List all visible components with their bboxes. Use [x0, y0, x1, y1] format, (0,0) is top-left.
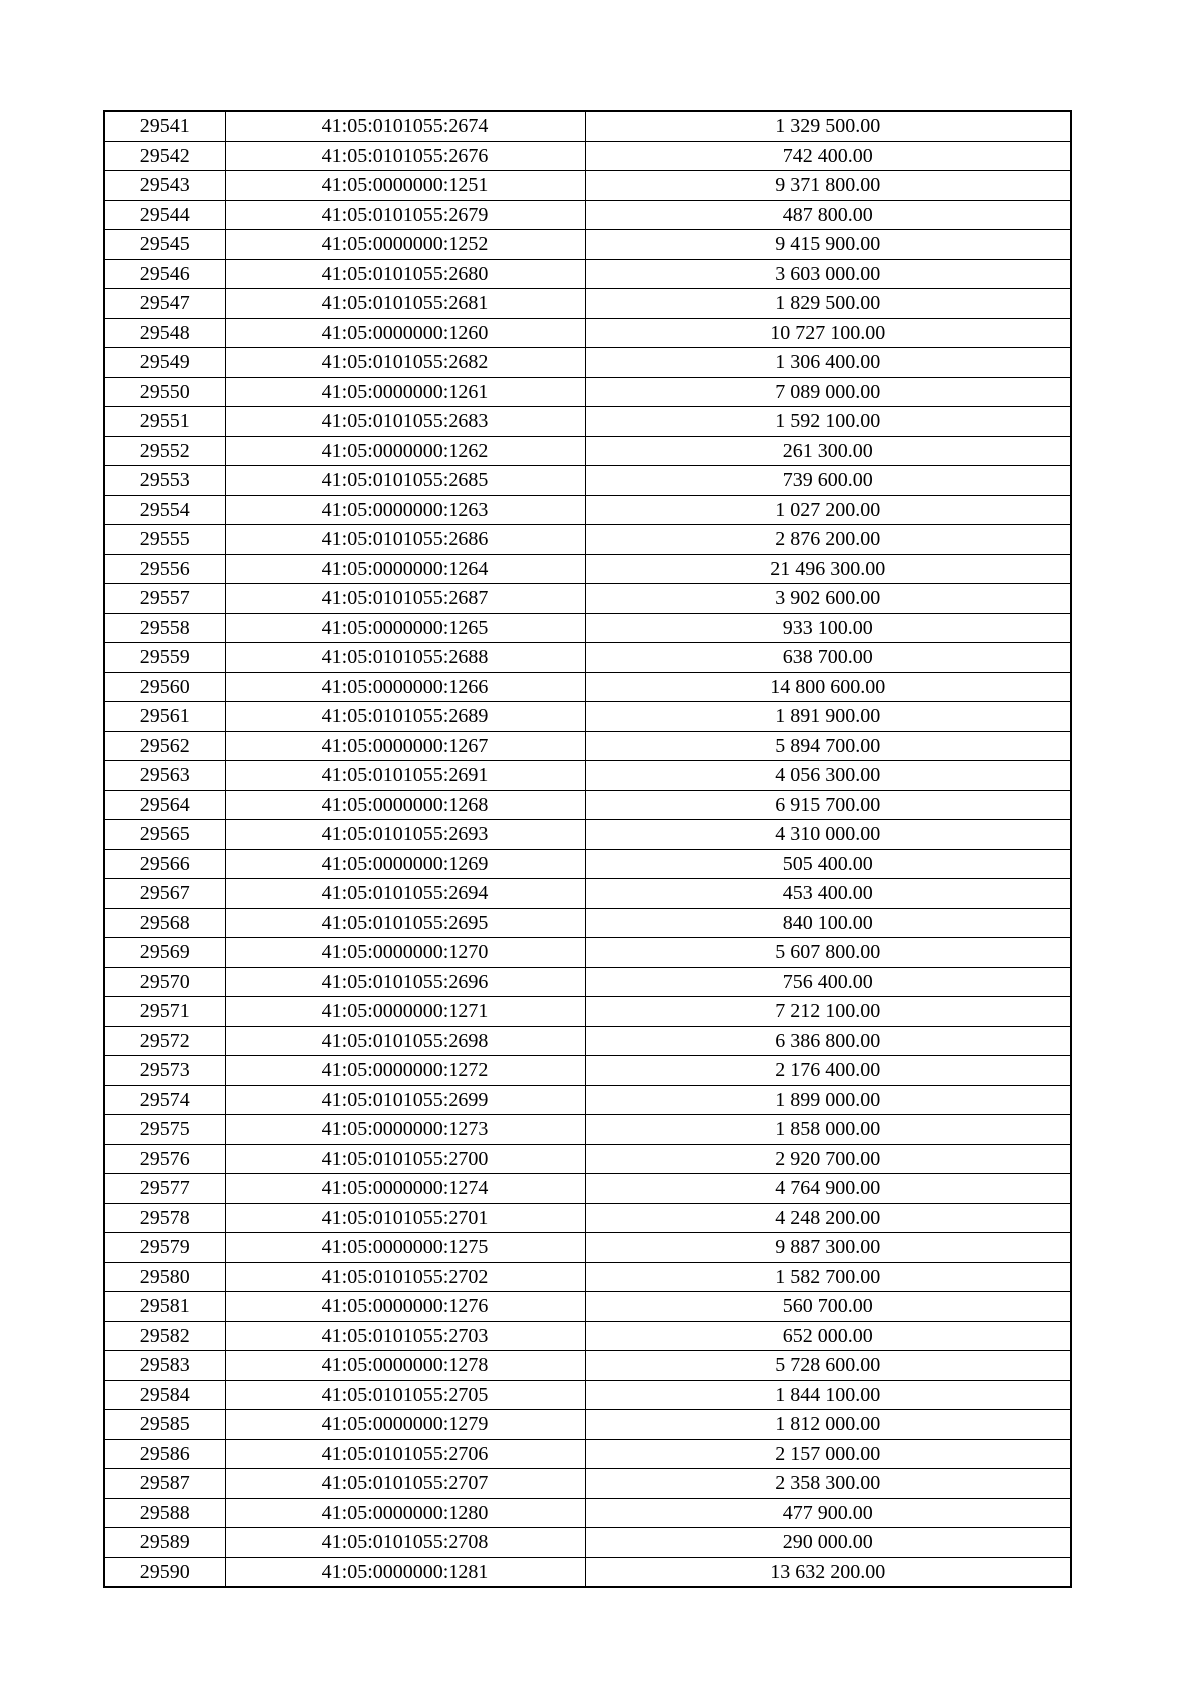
value-cell: 9 887 300.00 [585, 1233, 1071, 1263]
value-cell: 1 844 100.00 [585, 1380, 1071, 1410]
value-cell: 1 306 400.00 [585, 348, 1071, 378]
cadastral-number-cell: 41:05:0101055:2680 [225, 259, 585, 289]
row-number-cell: 29571 [104, 997, 225, 1027]
row-number-cell: 29574 [104, 1085, 225, 1115]
table-row [104, 318, 1071, 348]
table-row [104, 348, 1071, 378]
row-number-cell: 29554 [104, 495, 225, 525]
value-cell: 4 248 200.00 [585, 1203, 1071, 1233]
table-row [104, 997, 1071, 1027]
table-row [104, 436, 1071, 466]
cadastral-number-cell: 41:05:0101055:2708 [225, 1528, 585, 1558]
value-cell: 9 415 900.00 [585, 230, 1071, 260]
row-number-cell: 29572 [104, 1026, 225, 1056]
value-cell: 1 582 700.00 [585, 1262, 1071, 1292]
table-row [104, 1410, 1071, 1440]
row-number-cell: 29565 [104, 820, 225, 850]
row-number-cell: 29589 [104, 1528, 225, 1558]
cadastral-number-cell: 41:05:0101055:2682 [225, 348, 585, 378]
row-number-cell: 29562 [104, 731, 225, 761]
table-row [104, 643, 1071, 673]
table-row [104, 377, 1071, 407]
value-cell: 5 894 700.00 [585, 731, 1071, 761]
cadastral-number-cell: 41:05:0101055:2685 [225, 466, 585, 496]
row-number-cell: 29578 [104, 1203, 225, 1233]
table-body [104, 111, 1071, 1587]
value-cell: 1 592 100.00 [585, 407, 1071, 437]
row-number-cell: 29543 [104, 171, 225, 201]
table-row [104, 111, 1071, 141]
cadastral-number-cell: 41:05:0101055:2703 [225, 1321, 585, 1351]
row-number-cell: 29561 [104, 702, 225, 732]
value-cell: 739 600.00 [585, 466, 1071, 496]
value-cell: 1 899 000.00 [585, 1085, 1071, 1115]
value-cell: 2 876 200.00 [585, 525, 1071, 555]
table-row [104, 1351, 1071, 1381]
cadastral-number-cell: 41:05:0000000:1275 [225, 1233, 585, 1263]
value-cell: 840 100.00 [585, 908, 1071, 938]
cadastral-number-cell: 41:05:0101055:2683 [225, 407, 585, 437]
row-number-cell: 29577 [104, 1174, 225, 1204]
value-cell: 7 089 000.00 [585, 377, 1071, 407]
table-row [104, 1292, 1071, 1322]
cadastral-number-cell: 41:05:0000000:1264 [225, 554, 585, 584]
table-row [104, 554, 1071, 584]
cadastral-number-cell: 41:05:0000000:1266 [225, 672, 585, 702]
value-cell: 261 300.00 [585, 436, 1071, 466]
value-cell: 4 056 300.00 [585, 761, 1071, 791]
row-number-cell: 29567 [104, 879, 225, 909]
value-cell: 5 728 600.00 [585, 1351, 1071, 1381]
cadastral-number-cell: 41:05:0000000:1272 [225, 1056, 585, 1086]
row-number-cell: 29555 [104, 525, 225, 555]
cadastral-number-cell: 41:05:0101055:2691 [225, 761, 585, 791]
row-number-cell: 29546 [104, 259, 225, 289]
row-number-cell: 29579 [104, 1233, 225, 1263]
table-row [104, 613, 1071, 643]
row-number-cell: 29585 [104, 1410, 225, 1440]
row-number-cell: 29582 [104, 1321, 225, 1351]
cadastral-number-cell: 41:05:0101055:2681 [225, 289, 585, 319]
table-row [104, 938, 1071, 968]
value-cell: 477 900.00 [585, 1498, 1071, 1528]
value-cell: 7 212 100.00 [585, 997, 1071, 1027]
value-cell: 2 176 400.00 [585, 1056, 1071, 1086]
cadastral-number-cell: 41:05:0000000:1262 [225, 436, 585, 466]
data-table [103, 110, 1072, 1588]
cadastral-number-cell: 41:05:0000000:1274 [225, 1174, 585, 1204]
value-cell: 487 800.00 [585, 200, 1071, 230]
row-number-cell: 29573 [104, 1056, 225, 1086]
value-cell: 2 157 000.00 [585, 1439, 1071, 1469]
value-cell: 1 329 500.00 [585, 111, 1071, 141]
value-cell: 742 400.00 [585, 141, 1071, 171]
value-cell: 5 607 800.00 [585, 938, 1071, 968]
cadastral-number-cell: 41:05:0000000:1260 [225, 318, 585, 348]
cadastral-number-cell: 41:05:0101055:2688 [225, 643, 585, 673]
cadastral-number-cell: 41:05:0000000:1276 [225, 1292, 585, 1322]
table-row [104, 1056, 1071, 1086]
row-number-cell: 29559 [104, 643, 225, 673]
table-row [104, 731, 1071, 761]
table-row [104, 141, 1071, 171]
table-row [104, 1233, 1071, 1263]
cadastral-number-cell: 41:05:0101055:2699 [225, 1085, 585, 1115]
table-row [104, 1262, 1071, 1292]
row-number-cell: 29590 [104, 1557, 225, 1587]
table-row [104, 1380, 1071, 1410]
cadastral-number-cell: 41:05:0101055:2705 [225, 1380, 585, 1410]
row-number-cell: 29580 [104, 1262, 225, 1292]
cadastral-number-cell: 41:05:0000000:1265 [225, 613, 585, 643]
row-number-cell: 29541 [104, 111, 225, 141]
row-number-cell: 29586 [104, 1439, 225, 1469]
row-number-cell: 29575 [104, 1115, 225, 1145]
row-number-cell: 29557 [104, 584, 225, 614]
cadastral-number-cell: 41:05:0101055:2694 [225, 879, 585, 909]
cadastral-number-cell: 41:05:0000000:1269 [225, 849, 585, 879]
table-row [104, 525, 1071, 555]
table-row [104, 1528, 1071, 1558]
cadastral-number-cell: 41:05:0101055:2700 [225, 1144, 585, 1174]
row-number-cell: 29566 [104, 849, 225, 879]
row-number-cell: 29568 [104, 908, 225, 938]
cadastral-number-cell: 41:05:0000000:1263 [225, 495, 585, 525]
table-row [104, 1498, 1071, 1528]
row-number-cell: 29544 [104, 200, 225, 230]
value-cell: 1 891 900.00 [585, 702, 1071, 732]
value-cell: 560 700.00 [585, 1292, 1071, 1322]
value-cell: 652 000.00 [585, 1321, 1071, 1351]
value-cell: 1 829 500.00 [585, 289, 1071, 319]
value-cell: 13 632 200.00 [585, 1557, 1071, 1587]
cadastral-number-cell: 41:05:0000000:1279 [225, 1410, 585, 1440]
cadastral-number-cell: 41:05:0101055:2687 [225, 584, 585, 614]
cadastral-number-cell: 41:05:0101055:2693 [225, 820, 585, 850]
cadastral-number-cell: 41:05:0000000:1273 [225, 1115, 585, 1145]
table-row [104, 1439, 1071, 1469]
value-cell: 10 727 100.00 [585, 318, 1071, 348]
cadastral-number-cell: 41:05:0101055:2676 [225, 141, 585, 171]
table-row [104, 1469, 1071, 1499]
table-row [104, 230, 1071, 260]
table-row [104, 820, 1071, 850]
value-cell: 9 371 800.00 [585, 171, 1071, 201]
cadastral-number-cell: 41:05:0101055:2689 [225, 702, 585, 732]
row-number-cell: 29569 [104, 938, 225, 968]
row-number-cell: 29588 [104, 1498, 225, 1528]
table-row [104, 879, 1071, 909]
value-cell: 2 358 300.00 [585, 1469, 1071, 1499]
cadastral-number-cell: 41:05:0000000:1267 [225, 731, 585, 761]
value-cell: 3 902 600.00 [585, 584, 1071, 614]
table-row [104, 967, 1071, 997]
table-row [104, 289, 1071, 319]
cadastral-number-cell: 41:05:0101055:2695 [225, 908, 585, 938]
cadastral-number-cell: 41:05:0101055:2679 [225, 200, 585, 230]
cadastral-number-cell: 41:05:0000000:1261 [225, 377, 585, 407]
cadastral-number-cell: 41:05:0000000:1281 [225, 1557, 585, 1587]
table-row [104, 849, 1071, 879]
table-row [104, 495, 1071, 525]
table-row [104, 407, 1071, 437]
row-number-cell: 29560 [104, 672, 225, 702]
table-row [104, 171, 1071, 201]
row-number-cell: 29584 [104, 1380, 225, 1410]
row-number-cell: 29545 [104, 230, 225, 260]
cadastral-number-cell: 41:05:0000000:1252 [225, 230, 585, 260]
value-cell: 453 400.00 [585, 879, 1071, 909]
value-cell: 6 386 800.00 [585, 1026, 1071, 1056]
row-number-cell: 29549 [104, 348, 225, 378]
value-cell: 21 496 300.00 [585, 554, 1071, 584]
table-row [104, 1115, 1071, 1145]
value-cell: 14 800 600.00 [585, 672, 1071, 702]
row-number-cell: 29547 [104, 289, 225, 319]
cadastral-number-cell: 41:05:0000000:1270 [225, 938, 585, 968]
row-number-cell: 29581 [104, 1292, 225, 1322]
table-row [104, 1144, 1071, 1174]
row-number-cell: 29553 [104, 466, 225, 496]
row-number-cell: 29542 [104, 141, 225, 171]
row-number-cell: 29556 [104, 554, 225, 584]
row-number-cell: 29548 [104, 318, 225, 348]
row-number-cell: 29552 [104, 436, 225, 466]
table-row [104, 1085, 1071, 1115]
cadastral-number-cell: 41:05:0101055:2707 [225, 1469, 585, 1499]
value-cell: 290 000.00 [585, 1528, 1071, 1558]
value-cell: 756 400.00 [585, 967, 1071, 997]
value-cell: 638 700.00 [585, 643, 1071, 673]
table-row [104, 672, 1071, 702]
cadastral-number-cell: 41:05:0101055:2686 [225, 525, 585, 555]
row-number-cell: 29551 [104, 407, 225, 437]
cadastral-number-cell: 41:05:0101055:2706 [225, 1439, 585, 1469]
table-row [104, 466, 1071, 496]
value-cell: 933 100.00 [585, 613, 1071, 643]
value-cell: 2 920 700.00 [585, 1144, 1071, 1174]
cadastral-number-cell: 41:05:0101055:2696 [225, 967, 585, 997]
row-number-cell: 29583 [104, 1351, 225, 1381]
value-cell: 4 764 900.00 [585, 1174, 1071, 1204]
row-number-cell: 29587 [104, 1469, 225, 1499]
row-number-cell: 29550 [104, 377, 225, 407]
cadastral-number-cell: 41:05:0000000:1251 [225, 171, 585, 201]
table-row [104, 200, 1071, 230]
row-number-cell: 29564 [104, 790, 225, 820]
table-row [104, 259, 1071, 289]
cadastral-number-cell: 41:05:0000000:1271 [225, 997, 585, 1027]
value-cell: 1 812 000.00 [585, 1410, 1071, 1440]
table-row [104, 1557, 1071, 1587]
cadastral-number-cell: 41:05:0000000:1278 [225, 1351, 585, 1381]
cadastral-number-cell: 41:05:0101055:2702 [225, 1262, 585, 1292]
value-cell: 1 858 000.00 [585, 1115, 1071, 1145]
value-cell: 6 915 700.00 [585, 790, 1071, 820]
table-row [104, 1321, 1071, 1351]
table-row [104, 908, 1071, 938]
value-cell: 4 310 000.00 [585, 820, 1071, 850]
row-number-cell: 29563 [104, 761, 225, 791]
table-row [104, 1174, 1071, 1204]
value-cell: 1 027 200.00 [585, 495, 1071, 525]
row-number-cell: 29570 [104, 967, 225, 997]
table-row [104, 1026, 1071, 1056]
row-number-cell: 29558 [104, 613, 225, 643]
row-number-cell: 29576 [104, 1144, 225, 1174]
value-cell: 3 603 000.00 [585, 259, 1071, 289]
cadastral-number-cell: 41:05:0101055:2674 [225, 111, 585, 141]
table-row [104, 761, 1071, 791]
value-cell: 505 400.00 [585, 849, 1071, 879]
cadastral-number-cell: 41:05:0000000:1268 [225, 790, 585, 820]
cadastral-number-cell: 41:05:0000000:1280 [225, 1498, 585, 1528]
table-row [104, 1203, 1071, 1233]
table-row [104, 790, 1071, 820]
cadastral-number-cell: 41:05:0101055:2698 [225, 1026, 585, 1056]
table-row [104, 702, 1071, 732]
cadastral-number-cell: 41:05:0101055:2701 [225, 1203, 585, 1233]
table-row [104, 584, 1071, 614]
